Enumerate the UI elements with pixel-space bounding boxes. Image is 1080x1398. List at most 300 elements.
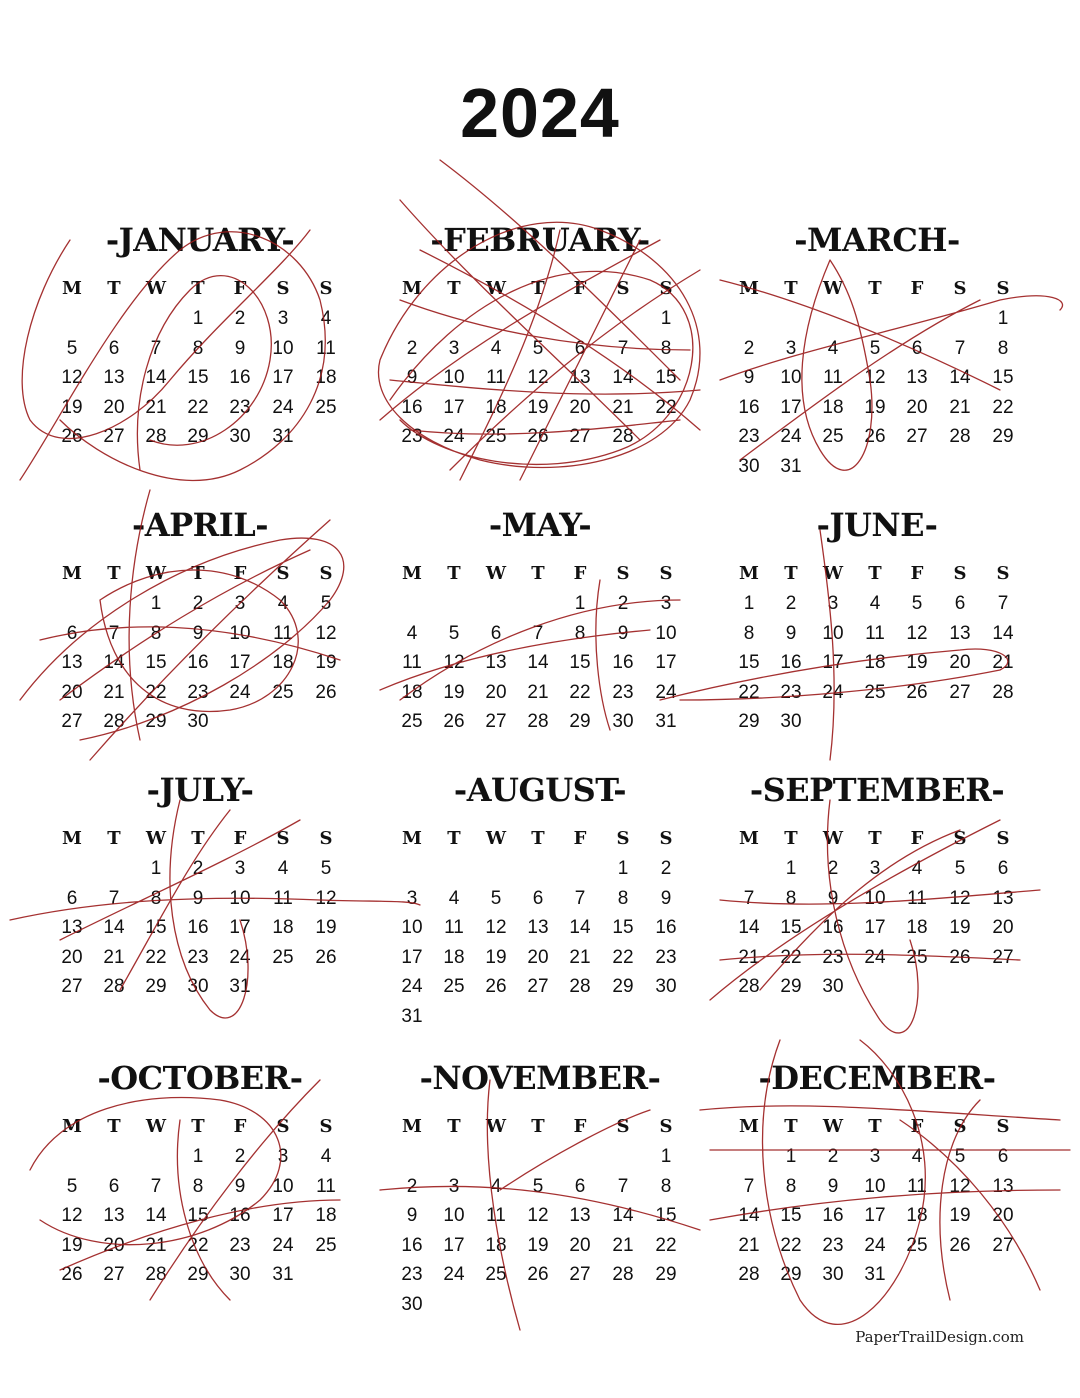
month-name: -OCTOBER- xyxy=(97,1059,303,1097)
day-grid xyxy=(340,304,677,484)
weekday-label: T xyxy=(191,1116,205,1137)
day-cell: 30 xyxy=(738,455,760,477)
day-cell: 21 xyxy=(738,946,760,968)
weekday-header xyxy=(0,1112,333,1142)
day-cell: 18 xyxy=(485,1234,507,1256)
day-cell: 29 xyxy=(187,426,209,447)
day-cell: 8 xyxy=(785,1175,797,1197)
day-cell: 19 xyxy=(315,917,337,938)
day-cell: 25 xyxy=(864,681,886,703)
day-cell: 22 xyxy=(145,946,167,968)
day-cell: 24 xyxy=(272,1234,294,1256)
day-cell: 30 xyxy=(187,976,209,997)
day-cell: 20 xyxy=(949,652,971,673)
weekday-label: M xyxy=(62,828,82,849)
day-cell: 4 xyxy=(320,1146,332,1167)
month-december xyxy=(677,1056,1014,1346)
day-cell: 22 xyxy=(738,681,760,703)
day-cell: 6 xyxy=(997,858,1009,879)
day-cell: 8 xyxy=(997,337,1009,359)
day-cell: 15 xyxy=(187,367,209,388)
day-cell: 7 xyxy=(743,887,755,909)
day-cell: 7 xyxy=(617,1175,629,1197)
weekday-label: T xyxy=(447,278,461,299)
day-cell: 26 xyxy=(949,946,971,968)
day-cell: 7 xyxy=(743,1175,755,1197)
day-cell: 20 xyxy=(906,396,928,418)
day-cell: 18 xyxy=(906,917,928,938)
day-cell: 7 xyxy=(150,1175,162,1197)
day-cell: 27 xyxy=(906,426,928,447)
day-cell: 30 xyxy=(822,976,844,997)
day-cell: 11 xyxy=(444,917,464,938)
day-cell: 24 xyxy=(229,681,251,703)
day-cell: 17 xyxy=(822,652,844,673)
weekday-label: M xyxy=(402,563,422,584)
day-cell: 3 xyxy=(827,593,839,614)
day-cell: 16 xyxy=(229,367,251,388)
day-cell: 30 xyxy=(401,1293,423,1315)
weekday-label: F xyxy=(233,1116,247,1137)
day-cell: 3 xyxy=(448,1175,460,1197)
day-cell: 12 xyxy=(949,887,971,909)
day-cell: 26 xyxy=(864,426,886,447)
day-grid xyxy=(677,304,1014,484)
weekday-label: M xyxy=(402,828,422,849)
day-cell: 26 xyxy=(906,681,928,703)
month-name: -DECEMBER- xyxy=(758,1059,996,1097)
day-cell: 23 xyxy=(780,681,802,703)
day-cell: 19 xyxy=(443,681,465,703)
weekday-label: F xyxy=(910,563,924,584)
day-cell: 24 xyxy=(864,1234,886,1256)
day-cell: 8 xyxy=(192,1175,204,1197)
day-cell: 1 xyxy=(660,308,672,329)
day-cell: 30 xyxy=(229,1264,251,1285)
weekday-label: M xyxy=(402,278,422,299)
day-cell: 21 xyxy=(145,1234,167,1256)
day-cell: 23 xyxy=(401,426,423,447)
weekday-label: T xyxy=(107,563,121,584)
day-grid xyxy=(0,304,337,484)
day-cell: 26 xyxy=(61,426,83,447)
month-september xyxy=(677,768,1014,1058)
day-cell: 27 xyxy=(103,426,125,447)
weekday-label: T xyxy=(107,1116,121,1137)
weekday-label: T xyxy=(868,828,882,849)
day-cell: 14 xyxy=(569,917,591,938)
day-cell: 14 xyxy=(992,622,1014,644)
day-cell: 30 xyxy=(780,711,802,732)
day-cell: 30 xyxy=(655,976,677,997)
day-cell: 29 xyxy=(780,976,802,997)
day-cell: 18 xyxy=(906,1205,928,1226)
day-cell: 13 xyxy=(992,887,1014,909)
day-cell: 7 xyxy=(574,887,586,909)
weekday-label: S xyxy=(659,828,673,849)
day-cell: 9 xyxy=(827,887,839,909)
day-cell: 14 xyxy=(612,1205,634,1226)
day-cell: 15 xyxy=(992,367,1014,388)
day-cell: 1 xyxy=(785,1146,797,1167)
day-cell: 5 xyxy=(954,1146,966,1167)
day-cell: 6 xyxy=(532,887,544,909)
day-cell: 3 xyxy=(277,1146,289,1167)
day-cell: 12 xyxy=(443,652,465,673)
weekday-label: S xyxy=(659,563,673,584)
day-cell: 29 xyxy=(145,711,167,732)
day-cell: 27 xyxy=(103,1264,125,1285)
day-cell: 31 xyxy=(229,976,251,997)
day-cell: 10 xyxy=(272,1175,294,1197)
day-cell: 25 xyxy=(272,946,294,968)
month-name: -JULY- xyxy=(146,771,254,809)
weekday-label: S xyxy=(276,563,290,584)
weekday-label: T xyxy=(784,1116,798,1137)
day-cell: 13 xyxy=(906,367,928,388)
weekday-label: W xyxy=(485,1116,507,1137)
month-name: -SEPTEMBER- xyxy=(749,771,1005,809)
weekday-label: M xyxy=(739,563,759,584)
day-cell: 25 xyxy=(401,711,423,732)
day-cell: 12 xyxy=(61,367,83,388)
day-cell: 15 xyxy=(780,1205,802,1226)
day-cell: 25 xyxy=(315,396,337,418)
day-grid xyxy=(677,1142,1014,1322)
day-cell: 13 xyxy=(569,1205,591,1226)
month-august xyxy=(340,768,677,1058)
day-cell: 25 xyxy=(315,1234,337,1256)
day-cell: 3 xyxy=(234,593,246,614)
day-cell: 30 xyxy=(229,426,251,447)
weekday-label: S xyxy=(319,1116,333,1137)
day-cell: 6 xyxy=(954,593,966,614)
day-cell: 19 xyxy=(864,396,886,418)
day-cell: 19 xyxy=(527,1234,549,1256)
day-cell: 14 xyxy=(145,1205,167,1226)
day-cell: 13 xyxy=(485,652,507,673)
day-cell: 28 xyxy=(612,426,634,447)
weekday-label: W xyxy=(485,278,507,299)
weekday-label: T xyxy=(191,563,205,584)
day-cell: 9 xyxy=(406,367,418,388)
weekday-header xyxy=(340,559,673,589)
weekday-header xyxy=(340,274,673,304)
day-cell: 29 xyxy=(612,976,634,997)
day-cell: 28 xyxy=(103,711,125,732)
day-cell: 1 xyxy=(150,858,162,879)
day-cell: 3 xyxy=(234,858,246,879)
weekday-label: S xyxy=(319,828,333,849)
day-cell: 3 xyxy=(785,337,797,359)
weekday-label: T xyxy=(784,563,798,584)
weekday-label: F xyxy=(233,278,247,299)
day-cell: 17 xyxy=(443,396,465,418)
day-cell: 14 xyxy=(145,367,167,388)
weekday-label: S xyxy=(659,278,673,299)
day-cell: 15 xyxy=(738,652,760,673)
weekday-label: S xyxy=(616,1116,630,1137)
day-cell: 7 xyxy=(532,622,544,644)
day-cell: 4 xyxy=(827,337,839,359)
day-cell: 16 xyxy=(822,1205,844,1226)
month-name: -JUNE- xyxy=(816,506,938,544)
month-name: -NOVEMBER- xyxy=(419,1059,661,1097)
day-cell: 6 xyxy=(574,1175,586,1197)
day-cell: 27 xyxy=(569,1264,591,1285)
day-cell: 29 xyxy=(145,976,167,997)
day-cell: 26 xyxy=(949,1234,971,1256)
day-cell: 8 xyxy=(660,337,672,359)
day-cell: 23 xyxy=(655,946,677,968)
day-cell: 28 xyxy=(992,681,1014,703)
day-cell: 24 xyxy=(864,946,886,968)
day-cell: 27 xyxy=(992,1234,1014,1256)
day-cell: 5 xyxy=(448,622,460,644)
weekday-label: W xyxy=(145,563,167,584)
day-cell: 6 xyxy=(574,337,586,359)
day-cell: 8 xyxy=(743,622,755,644)
day-cell: 13 xyxy=(992,1175,1014,1197)
weekday-label: S xyxy=(276,828,290,849)
day-cell: 14 xyxy=(527,652,549,673)
day-cell: 8 xyxy=(617,887,629,909)
weekday-label: F xyxy=(233,563,247,584)
day-cell: 5 xyxy=(869,337,881,359)
day-cell: 27 xyxy=(61,976,83,997)
month-october xyxy=(0,1056,337,1346)
day-cell: 15 xyxy=(569,652,591,673)
day-cell: 18 xyxy=(315,1205,337,1226)
day-cell: 3 xyxy=(660,593,672,614)
weekday-label: W xyxy=(485,563,507,584)
day-cell: 12 xyxy=(527,1205,549,1226)
day-cell: 1 xyxy=(150,593,162,614)
day-cell: 17 xyxy=(229,652,251,673)
day-cell: 20 xyxy=(485,681,507,703)
day-cell: 16 xyxy=(229,1205,251,1226)
day-cell: 29 xyxy=(780,1264,802,1285)
day-cell: 26 xyxy=(527,1264,549,1285)
day-cell: 2 xyxy=(660,858,672,879)
day-cell: 22 xyxy=(145,681,167,703)
day-cell: 28 xyxy=(569,976,591,997)
weekday-header xyxy=(0,274,333,304)
day-cell: 28 xyxy=(527,711,549,732)
day-cell: 19 xyxy=(527,396,549,418)
weekday-label: T xyxy=(531,828,545,849)
day-cell: 27 xyxy=(569,426,591,447)
day-grid xyxy=(340,1142,677,1322)
day-cell: 26 xyxy=(485,976,507,997)
day-cell: 25 xyxy=(822,426,844,447)
weekday-label: M xyxy=(739,278,759,299)
day-cell: 14 xyxy=(738,1205,760,1226)
month-february xyxy=(340,218,677,508)
day-cell: 6 xyxy=(108,337,120,359)
weekday-header xyxy=(0,824,333,854)
day-cell: 10 xyxy=(655,622,677,644)
day-grid xyxy=(340,589,677,769)
day-cell: 29 xyxy=(738,711,760,732)
day-cell: 18 xyxy=(272,652,294,673)
day-cell: 28 xyxy=(103,976,125,997)
month-january xyxy=(0,218,337,508)
day-cell: 14 xyxy=(738,917,760,938)
weekday-label: W xyxy=(822,278,844,299)
day-cell: 13 xyxy=(61,652,83,673)
weekday-label: T xyxy=(531,1116,545,1137)
weekday-label: T xyxy=(868,563,882,584)
day-cell: 15 xyxy=(655,367,677,388)
weekday-label: T xyxy=(868,1116,882,1137)
day-cell: 22 xyxy=(187,1234,209,1256)
day-cell: 9 xyxy=(406,1205,418,1226)
day-cell: 11 xyxy=(865,622,885,644)
day-cell: 2 xyxy=(743,337,755,359)
day-cell: 28 xyxy=(738,1264,760,1285)
day-cell: 16 xyxy=(401,396,423,418)
weekday-label: S xyxy=(276,1116,290,1137)
day-cell: 4 xyxy=(406,622,418,644)
weekday-label: M xyxy=(62,563,82,584)
day-cell: 8 xyxy=(660,1175,672,1197)
day-grid xyxy=(0,589,337,769)
day-cell: 16 xyxy=(612,652,634,673)
weekday-label: S xyxy=(953,278,967,299)
day-cell: 5 xyxy=(911,593,923,614)
month-name: -AUGUST- xyxy=(453,771,627,809)
day-cell: 18 xyxy=(315,367,337,388)
day-cell: 12 xyxy=(315,622,337,644)
weekday-label: T xyxy=(447,1116,461,1137)
day-cell: 15 xyxy=(612,917,634,938)
day-cell: 3 xyxy=(277,308,289,329)
day-cell: 24 xyxy=(780,426,802,447)
day-cell: 12 xyxy=(527,367,549,388)
day-cell: 20 xyxy=(61,681,83,703)
day-cell: 21 xyxy=(612,396,634,418)
day-cell: 28 xyxy=(145,1264,167,1285)
weekday-label: T xyxy=(447,563,461,584)
day-cell: 20 xyxy=(527,946,549,968)
day-grid xyxy=(677,854,1014,1034)
weekday-label: T xyxy=(531,278,545,299)
day-cell: 2 xyxy=(827,1146,839,1167)
day-cell: 11 xyxy=(907,1175,927,1197)
day-cell: 3 xyxy=(406,887,418,909)
day-cell: 26 xyxy=(527,426,549,447)
day-cell: 23 xyxy=(229,1234,251,1256)
day-cell: 10 xyxy=(401,917,423,938)
day-cell: 5 xyxy=(66,1175,78,1197)
day-cell: 11 xyxy=(486,1205,506,1226)
day-cell: 22 xyxy=(655,1234,677,1256)
day-cell: 14 xyxy=(612,367,634,388)
weekday-label: M xyxy=(402,1116,422,1137)
day-cell: 5 xyxy=(490,887,502,909)
day-cell: 19 xyxy=(485,946,507,968)
month-name: -MARCH- xyxy=(794,221,960,259)
day-cell: 9 xyxy=(234,1175,246,1197)
month-april xyxy=(0,503,337,793)
weekday-label: T xyxy=(868,278,882,299)
day-cell: 22 xyxy=(612,946,634,968)
day-cell: 24 xyxy=(443,1264,465,1285)
day-cell: 3 xyxy=(869,1146,881,1167)
day-cell: 21 xyxy=(992,652,1014,673)
day-cell: 23 xyxy=(822,1234,844,1256)
day-cell: 6 xyxy=(490,622,502,644)
day-cell: 23 xyxy=(738,426,760,447)
day-cell: 3 xyxy=(869,858,881,879)
month-june xyxy=(677,503,1014,793)
weekday-label: T xyxy=(531,563,545,584)
day-cell: 1 xyxy=(574,593,586,614)
day-cell: 3 xyxy=(448,337,460,359)
weekday-header xyxy=(340,1112,673,1142)
day-cell: 14 xyxy=(949,367,971,388)
weekday-label: W xyxy=(145,1116,167,1137)
day-cell: 15 xyxy=(780,917,802,938)
day-cell: 21 xyxy=(949,396,971,418)
day-cell: 13 xyxy=(569,367,591,388)
day-cell: 10 xyxy=(864,887,886,909)
day-cell: 10 xyxy=(229,622,251,644)
day-cell: 23 xyxy=(187,946,209,968)
day-cell: 9 xyxy=(827,1175,839,1197)
day-cell: 24 xyxy=(822,681,844,703)
weekday-label: F xyxy=(910,1116,924,1137)
day-cell: 23 xyxy=(822,946,844,968)
day-cell: 20 xyxy=(103,1234,125,1256)
day-cell: 9 xyxy=(660,887,672,909)
day-cell: 11 xyxy=(486,367,506,388)
day-grid xyxy=(0,1142,337,1322)
weekday-label: T xyxy=(107,828,121,849)
day-cell: 30 xyxy=(612,711,634,732)
day-cell: 18 xyxy=(443,946,465,968)
day-cell: 7 xyxy=(997,593,1009,614)
weekday-label: T xyxy=(191,828,205,849)
day-cell: 1 xyxy=(192,1146,204,1167)
day-cell: 29 xyxy=(187,1264,209,1285)
day-cell: 2 xyxy=(192,593,204,614)
day-cell: 2 xyxy=(785,593,797,614)
day-cell: 11 xyxy=(273,622,293,644)
day-cell: 17 xyxy=(401,946,423,968)
day-grid xyxy=(677,589,1014,769)
day-cell: 17 xyxy=(864,1205,886,1226)
day-cell: 5 xyxy=(532,1175,544,1197)
weekday-label: S xyxy=(996,278,1010,299)
day-cell: 22 xyxy=(780,946,802,968)
day-cell: 1 xyxy=(660,1146,672,1167)
day-cell: 19 xyxy=(61,396,83,418)
day-cell: 16 xyxy=(738,396,760,418)
day-cell: 31 xyxy=(655,711,677,732)
day-cell: 23 xyxy=(401,1264,423,1285)
month-name: -MAY- xyxy=(488,506,592,544)
day-cell: 12 xyxy=(485,917,507,938)
day-cell: 15 xyxy=(187,1205,209,1226)
day-cell: 6 xyxy=(66,622,78,644)
month-march xyxy=(677,218,1014,508)
day-cell: 5 xyxy=(320,593,332,614)
page-title: 2024 xyxy=(460,74,620,152)
weekday-label: W xyxy=(485,828,507,849)
day-cell: 8 xyxy=(192,337,204,359)
